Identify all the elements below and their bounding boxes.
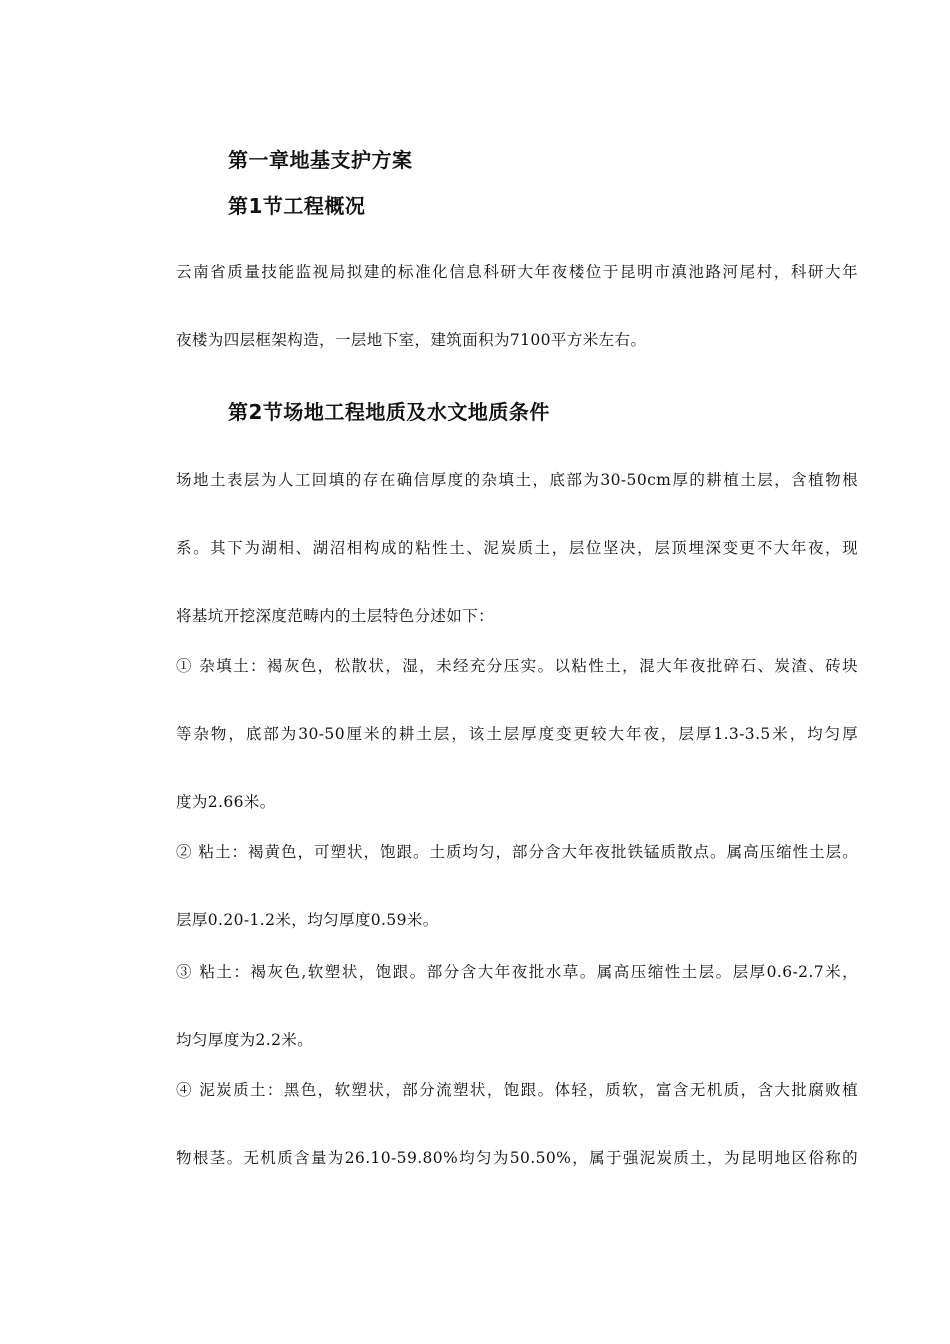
paragraph-line: 夜楼为四层框架构造，一层地下室，建筑面积为7100平方米左右。 — [176, 331, 647, 349]
paragraph-line: 将基坑开挖深度范畴内的土层特色分述如下： — [176, 607, 495, 625]
soil-layer-1-line: 等杂物，底部为30-50厘米的耕土层，该土层厚度变更较大年夜，层厚1.3-3.5米，均匀厚 — [176, 725, 858, 743]
soil-layer-2-line: 层厚0.20-1.2米，均匀厚度0.59米。 — [176, 911, 439, 929]
chapter-title: 第一章地基支护方案 — [228, 148, 413, 172]
soil-layer-3-line: ③ 粘土：褐灰色,软塑状，饱跟。部分含大年夜批水草。属高压缩性土层。层厚0.6-2.7米， — [176, 963, 858, 981]
soil-layer-4-line: ④ 泥炭质土：黑色，软塑状，部分流塑状，饱跟。体轻，质软，富含无机质，含大批腐败植 — [176, 1081, 858, 1099]
paragraph-line: 场地土表层为人工回填的存在确信厚度的杂填土，底部为30-50cm厚的耕植土层，含植物根 — [176, 471, 858, 489]
section-title-overview: 第1节工程概况 — [228, 194, 366, 218]
paragraph-line: 系。其下为湖相、湖沼相构成的粘性土、泥炭质土，层位坚决，层顶埋深变更不大年夜，现 — [176, 539, 858, 557]
soil-layer-3-line: 均匀厚度为2.2米。 — [176, 1031, 314, 1049]
section-title-geology: 第2节场地工程地质及水文地质条件 — [228, 400, 550, 424]
soil-layer-1-line: 度为2.66米。 — [176, 793, 276, 811]
soil-layer-1-line: ① 杂填土：褐灰色，松散状，湿，未经充分压实。以粘性土，混大年夜批碎石、炭渣、砖块 — [176, 657, 858, 675]
soil-layer-2-line: ② 粘土：褐黄色，可塑状，饱跟。土质均匀，部分含大年夜批铁锰质散点。属高压缩性土层。 — [176, 843, 858, 861]
soil-layer-4-line: 物根茎。无机质含量为26.10-59.80%均匀为50.50%，属于强泥炭质土，为昆明地区俗称的 — [176, 1149, 858, 1167]
paragraph-line: 云南省质量技能监视局拟建的标准化信息科研大年夜楼位于昆明市滇池路河尾村，科研大年 — [176, 263, 858, 281]
